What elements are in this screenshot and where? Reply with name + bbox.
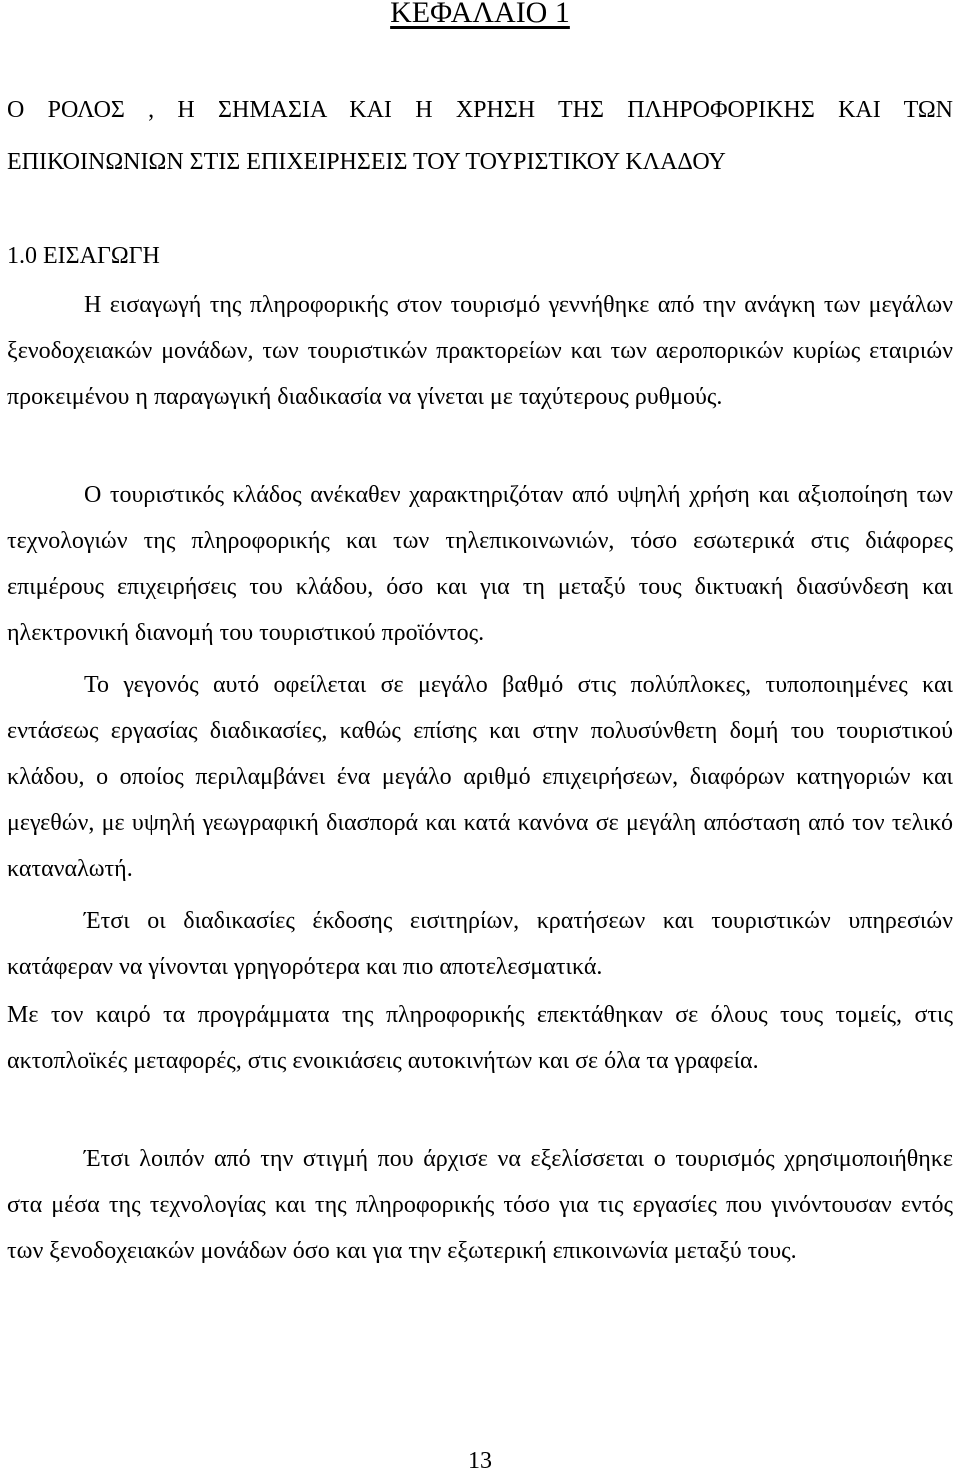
paragraph-expansion: Με τον καιρό τα προγράμματα της πληροφορικής επεκτάθηκαν σε όλους τους τομείς, στις ακτοπλοϊκές μεταφορές, στις ενοικιάσεις αυτοκινήτων και σε όλα τα γραφεία. (7, 1002, 953, 1074)
paragraph-processes: Έτσι οι διαδικασίες έκδοσης εισιτηρίων, κρατήσεων και τουριστικών υπηρεσιών κατάφεραν να γίνονται γρηγορότερα και πιο αποτελεσματικά. (7, 908, 953, 980)
paragraph-conclusion: Έτσι λοιπόν από την στιγμή που άρχισε να εξελίσσεται ο τουρισμός χρησιμοποιήθηκε στα μέσα της τεχνολογίας και της πληροφορικής τόσο για τις εργασίες που γινόντουσαν εντός των ξενοδοχειακών μονάδων όσο και για την εξωτερική επικοινωνία μεταξύ τους. (7, 1146, 953, 1264)
paragraph-intro: Η εισαγωγή της πληροφορικής στον τουρισμό γεννήθηκε από την ανάγκη των μεγάλων ξενοδοχειακών μονάδων, των τουριστικών πρακτορείων και των αεροπορικών κυρίως εταιριών προκειμένου η παραγωγική διαδικασία να γίνεται με ταχύτερους ρυθμούς. (7, 292, 953, 410)
paragraph-reasons: Το γεγονός αυτό οφείλεται σε μεγάλο βαθμό στις πολύπλοκες, τυποποιημένες και εντάσεως εργασίας διαδικασίες, καθώς επίσης και στην πολυσύνθετη δομή του τουριστικού κλάδου, ο οποίος περιλαμβάνει ένα μεγάλο αριθμό επιχειρήσεων, διαφόρων κατηγοριών και μεγεθών, με υψηλή γεωγραφική διασπορά και κατά κανόνα σε μεγάλη απόσταση από τον τελικό καταναλωτή. (7, 672, 953, 882)
main-title-line-2: ΕΠΙΚΟΙΝΩΝΙΩΝ ΣΤΙΣ ΕΠΙΧΕΙΡΗΣΕΙΣ ΤΟΥ ΤΟΥΡΙΣΤΙΚΟΥ ΚΛΑΔΟΥ (7, 149, 726, 175)
main-title-line-1: Ο ΡΟΛΟΣ , Η ΣΗΜΑΣΙΑ ΚΑΙ Η ΧΡΗΣΗ ΤΗΣ ΠΛΗΡΟΦΟΡΙΚΗΣ ΚΑΙ ΤΩΝ (7, 97, 953, 123)
chapter-title: ΚΕΦΑΛΑΙΟ 1 (390, 0, 570, 29)
page-number: 13 (468, 1448, 492, 1474)
main-title (7, 84, 953, 188)
section-title: 1.0 ΕΙΣΑΓΩΓΗ (7, 243, 160, 269)
paragraph-tourism-sector: Ο τουριστικός κλάδος ανέκαθεν χαρακτηριζόταν από υψηλή χρήση και αξιοποίηση των τεχνολογιών της πληροφορικής και των τηλεπικοινωνιών, τόσο εσωτερικά στις διάφορες επιμέρους επιχειρήσεις του κλάδου, όσο και για τη μεταξύ τους δικτυακή διασύνδεση και ηλεκτρονική διανομή του τουριστικού προϊόντος. (7, 482, 953, 646)
